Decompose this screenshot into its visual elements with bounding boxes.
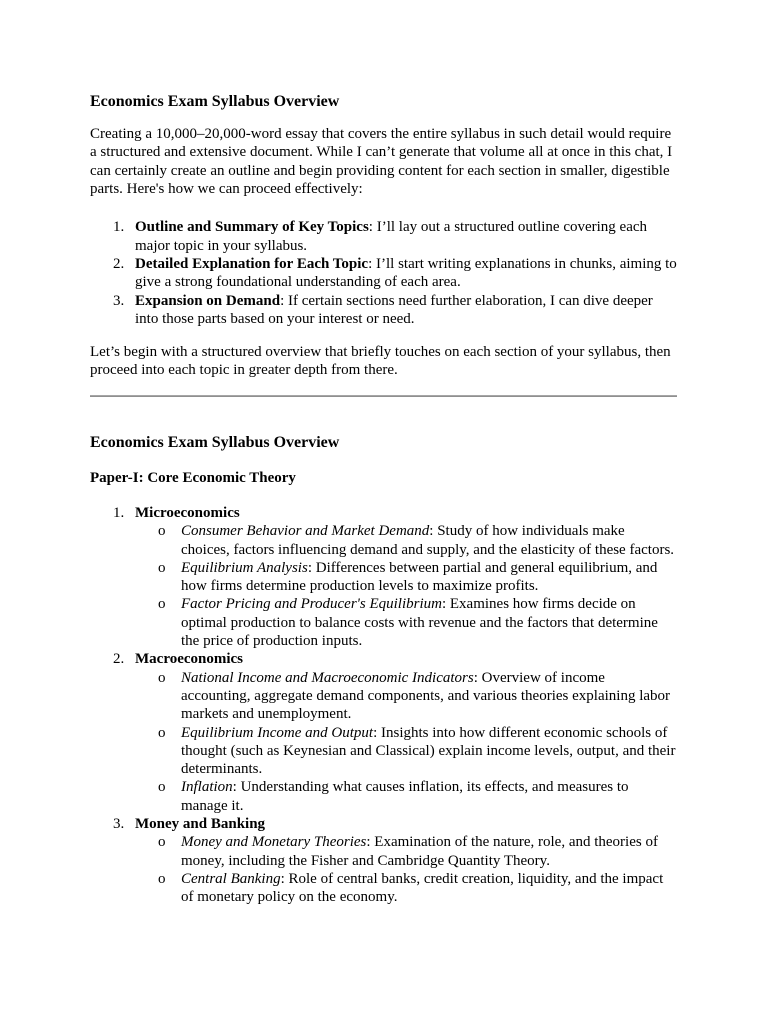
bullet-marker: o [158,834,166,851]
list-number: 2. [113,651,125,668]
topic-subtopics [135,669,677,815]
list-item [90,218,677,255]
topic-subtopics [135,522,677,650]
subtopic-body [181,870,677,907]
list-item [90,292,677,329]
topic-item [90,650,677,815]
subtopic-body [181,595,677,650]
subtopic-text: : Study of how individuals make choices, factors influencing demand and supply, and the elasticity of these factors. [181,523,675,558]
page-title: Economics Exam Syllabus Overview [90,93,340,110]
subtopic-text: : Examination of the nature, role, and theories of money, including the Fisher and Cambridge Quantity Theory. [181,834,658,869]
step-label: Detailed Explanation for Each Topic [135,255,369,272]
bullet-marker: o [158,669,166,686]
subtopic-item [135,559,677,596]
step-body [135,255,677,292]
subtopic-text: : Overview of income accounting, aggregate demand components, and various theories explaining labor markets and unemployment. [181,669,671,723]
subtopic-item [135,833,677,870]
step-label: Expansion on Demand [135,292,281,309]
subtopic-body [181,522,677,559]
topic-item [90,815,677,906]
topic-body [135,504,677,650]
subtopic-text: : Role of central banks, credit creation, liquidity, and the impact of monetary policy on the economy. [181,870,664,906]
subtopic-body [181,559,677,596]
topic-item [90,504,677,650]
list-number: 3. [113,815,125,832]
subtopic-item [135,724,677,779]
step-body [135,292,677,329]
step-label: Outline and Summary of Key Topics [135,219,369,236]
subtopic-term: Factor Pricing and Producer's Equilibrium [181,596,442,613]
step-text: : I’ll start writing explanations in chunks, aiming to give a strong foundational understanding of each area. [135,255,677,291]
list-number: 3. [113,292,125,309]
topic-body [135,650,677,815]
subtopic-text: : Examines how firms decide on optimal production to balance costs with revenue and the factors that determine the price of production inputs. [181,596,658,650]
subtopic-item [135,669,677,724]
process-steps-list [90,218,677,328]
syllabus-title: Economics Exam Syllabus Overview [90,433,340,451]
bullet-marker: o [158,779,166,796]
topic-label: Macroeconomics [135,651,244,668]
bullet-marker: o [158,559,166,576]
subtopic-term: Equilibrium Income and Output [181,724,374,741]
list-number: 1. [113,504,125,521]
subtopic-term: National Income and Macroeconomic Indicators [181,669,474,686]
intro-paragraph: Creating a 10,000–20,000-word essay that covers the entire syllabus in such detail would require a structured and extensive document. While I can’t generate that volume all at once in this chat, I can certainly create an outline and begin providing content for each section in smaller, digestible parts. Here's how we can proceed effectively: [90,126,673,198]
bullet-marker: o [158,870,166,887]
topic-label: Microeconomics [135,504,240,521]
subtopic-term: Consumer Behavior and Market Demand [181,523,430,540]
bullet-marker: o [158,724,166,741]
subtopic-body [181,724,677,779]
subtopic-item [135,522,677,559]
subtopic-body [181,778,677,815]
list-number: 2. [113,255,125,272]
subtopic-term: Central Banking [181,870,281,887]
closing-paragraph: Let’s begin with a structured overview that briefly touches on each section of your syllabus, then proceed into each topic in greater depth from there. [90,344,671,379]
subtopic-term: Inflation [181,779,233,796]
list-number: 1. [113,219,125,236]
subtopic-term: Money and Monetary Theories [181,834,367,851]
subtopic-text: : Understanding what causes inflation, its effects, and measures to manage it. [181,779,629,814]
bullet-marker: o [158,523,166,540]
subtopic-term: Equilibrium Analysis [181,559,308,576]
topic-subtopics [135,833,677,906]
syllabus-topics-list [90,504,677,907]
subtopic-text: : Differences between partial and general equilibrium, and how firms determine production levels to maximize profits. [181,559,658,595]
list-item [90,255,677,292]
subtopic-item [135,778,677,815]
subtopic-item [135,870,677,907]
step-text: : If certain sections need further elaboration, I can dive deeper into those parts based on your interest or need. [135,292,653,327]
subtopic-body [181,669,677,724]
subtopic-text: : Insights into how different economic schools of thought (such as Keynesian and Classical) explain income levels, output, and their determinants. [181,724,676,778]
topic-label: Money and Banking [135,815,266,832]
bullet-marker: o [158,596,166,613]
step-body [135,218,677,255]
subtopic-body [181,833,677,870]
step-text: : I’ll lay out a structured outline covering each major topic in your syllabus. [135,219,648,254]
subtopic-item [135,595,677,650]
section-divider [90,395,677,397]
topic-body [135,815,677,906]
paper-subtitle: Paper-I: Core Economic Theory [90,469,296,486]
